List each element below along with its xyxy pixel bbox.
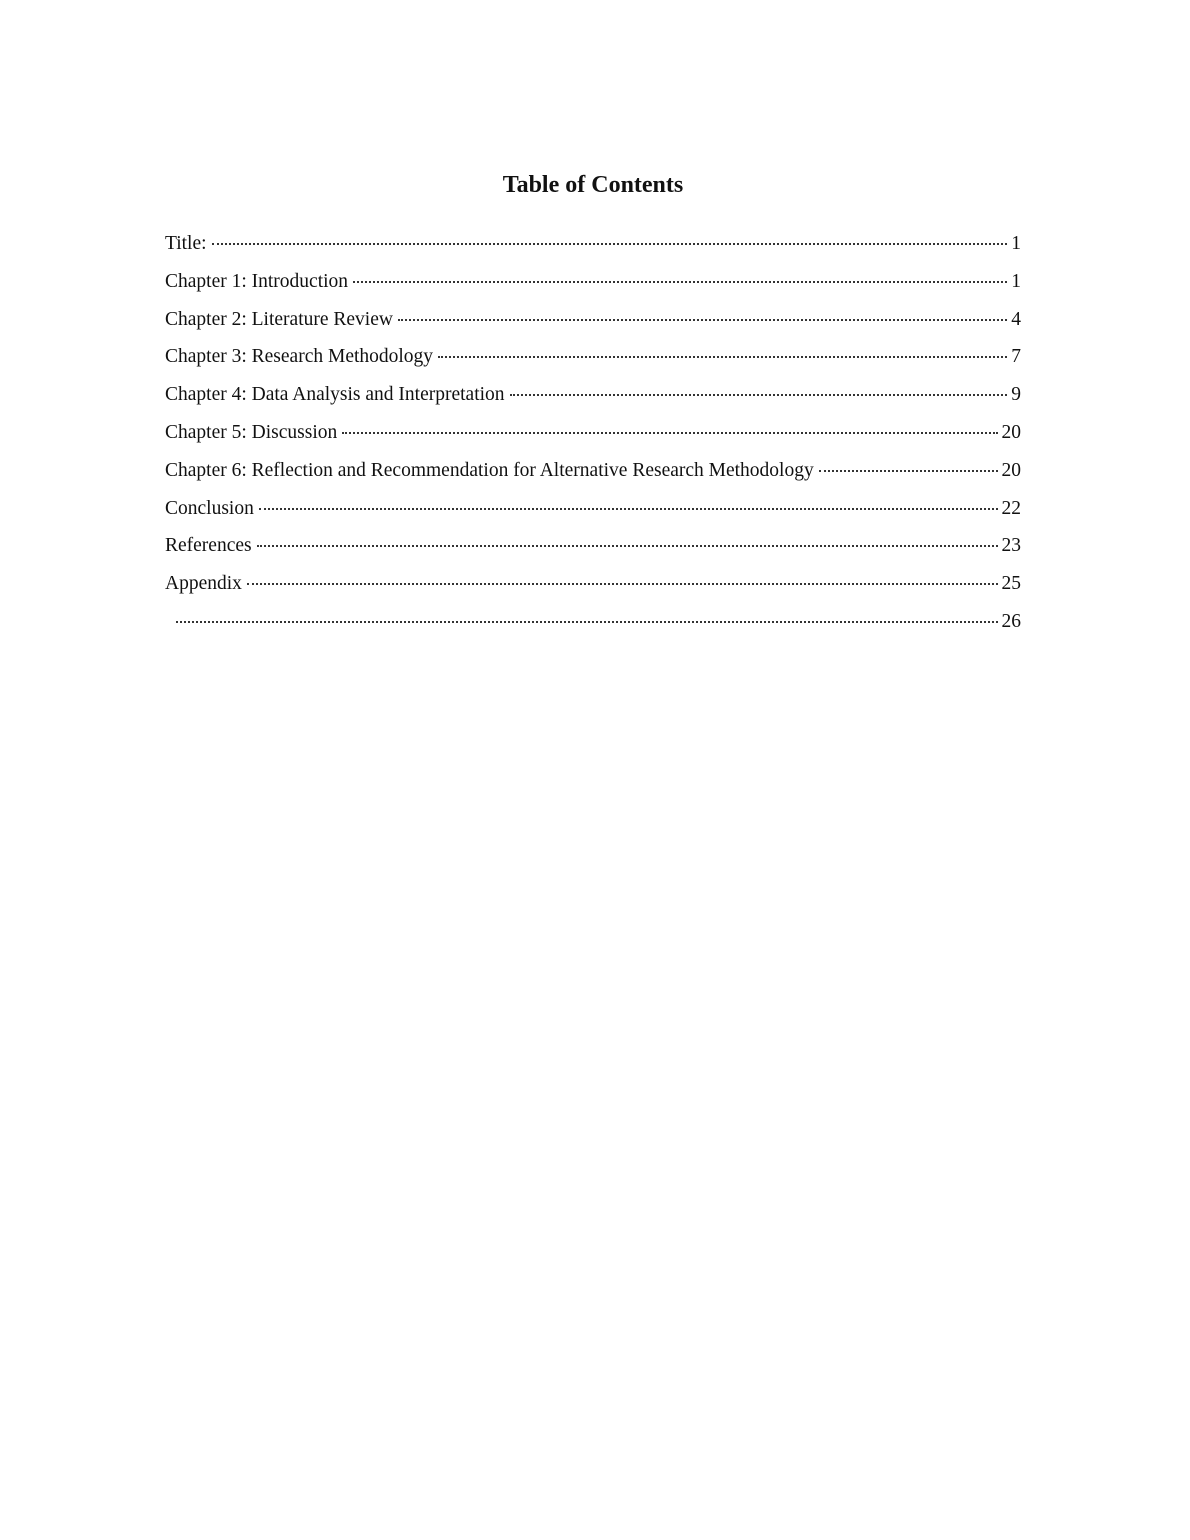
toc-entry-label: Conclusion <box>165 497 254 519</box>
toc-dot-leader <box>819 448 998 472</box>
toc-entry-chapter-4[interactable] <box>165 376 1021 414</box>
toc-entry-conclusion[interactable] <box>165 490 1021 528</box>
toc-entry-label: Chapter 3: Research Methodology <box>165 346 434 368</box>
toc-entry-label: Title: <box>165 233 207 254</box>
toc-entry-page: 23 <box>1001 535 1021 557</box>
toc-entry-chapter-2[interactable] <box>165 301 1021 339</box>
toc-title: Table of Contents <box>502 172 684 198</box>
toc-entry-chapter-6[interactable] <box>165 452 1021 490</box>
toc-entry-label: Chapter 5: Discussion <box>165 421 338 443</box>
toc-dot-leader <box>510 372 1008 396</box>
toc-entry-page: 4 <box>1011 308 1021 330</box>
toc-entry-page: 1 <box>1011 233 1021 254</box>
toc-entry-label: Chapter 1: Introduction <box>165 270 349 292</box>
toc-entry-page: 20 <box>1001 421 1021 443</box>
toc-entry-chapter-5[interactable] <box>165 414 1021 452</box>
toc-entry-untitled[interactable] <box>165 603 1021 641</box>
toc-entry-page: 9 <box>1011 384 1021 406</box>
toc-dot-leader <box>438 334 1007 358</box>
toc-dot-leader <box>176 599 998 623</box>
toc-entry-label: Chapter 2: Literature Review <box>165 308 393 330</box>
toc-dot-leader <box>212 221 1008 245</box>
toc-entry-chapter-3[interactable] <box>165 338 1021 376</box>
toc-dot-leader <box>398 297 1007 321</box>
toc-entry-page: 25 <box>1001 573 1021 595</box>
toc-dot-leader <box>259 486 998 510</box>
toc-dot-leader <box>342 410 997 434</box>
toc-entry-page: 7 <box>1011 346 1021 368</box>
toc-entry-title[interactable] <box>165 225 1021 263</box>
toc-entry-references[interactable] <box>165 527 1021 565</box>
toc-entry-label: References <box>165 535 252 557</box>
toc-entry-appendix[interactable] <box>165 565 1021 603</box>
toc-dot-leader <box>257 523 998 547</box>
toc-entry-label: Chapter 6: Reflection and Recommendation for Alternative Research Methodology <box>165 459 814 481</box>
toc-dot-leader <box>353 259 1007 283</box>
toc-entry-page: 1 <box>1011 270 1021 292</box>
toc-list <box>165 225 1021 641</box>
toc-entry-page: 20 <box>1001 459 1021 481</box>
toc-entry-label: Chapter 4: Data Analysis and Interpretation <box>165 384 505 406</box>
toc-entry-page: 22 <box>1001 497 1021 519</box>
toc-dot-leader <box>247 561 998 585</box>
toc-entry-label: Appendix <box>165 573 242 595</box>
toc-entry-chapter-1[interactable] <box>165 263 1021 301</box>
toc-entry-page: 26 <box>1001 610 1021 632</box>
